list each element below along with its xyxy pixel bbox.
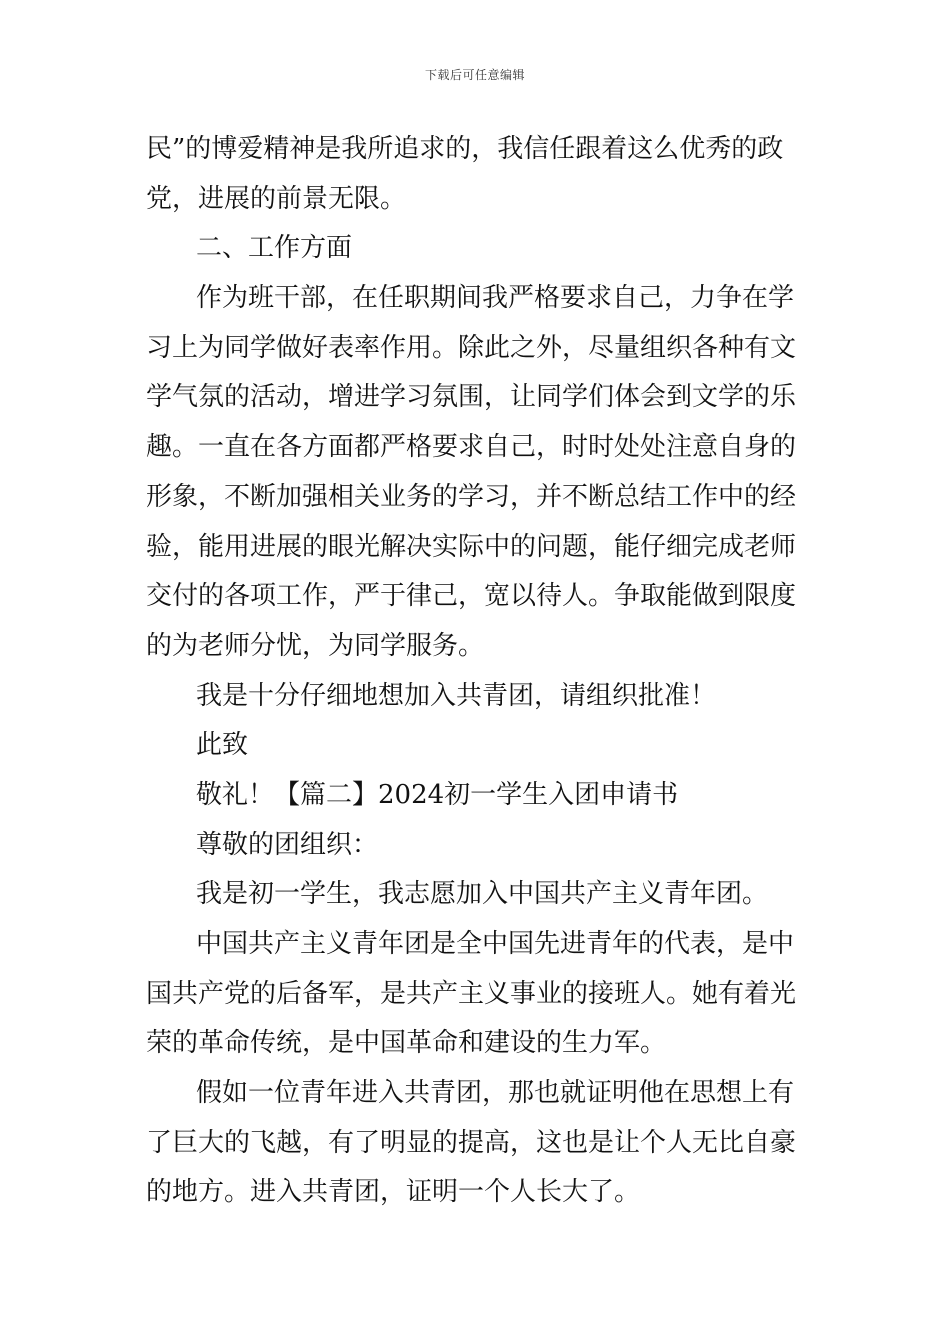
text-line: 中国共产主义青年团是全中国先进青年的代表，是中 xyxy=(196,929,795,959)
salutation-heading-line: 敬礼！【篇二】2024初一学生入团申请书 xyxy=(196,779,679,810)
page-header: 下载后可任意编辑 xyxy=(424,68,525,82)
text-line: 的为老师分忧，为同学服务。 xyxy=(146,630,485,661)
text-line: 荣的革命传统，是中国革命和建设的生力军。 xyxy=(146,1028,667,1059)
text-line: 民”的博爱精神是我所追求的，我信任跟着这么优秀的政 xyxy=(146,134,784,164)
text-line: 趣。一直在各方面都严格要求自己，时时处处注意自身的 xyxy=(146,432,797,463)
text-line: 我是十分仔细地想加入共青团，请组织批准！ xyxy=(196,680,717,711)
text-line: 习上为同学做好表率作用。除此之外，尽量组织各种有文 xyxy=(146,332,797,363)
text-line: 形象，不断加强相关业务的学习，并不断总结工作中的经 xyxy=(146,481,797,512)
document-body xyxy=(146,125,810,1218)
text-line: 验，能用进展的眼光解决实际中的问题，能仔细完成老师 xyxy=(146,531,797,562)
section-heading: 二、工作方面 xyxy=(196,233,353,264)
text-line: 了巨大的飞越，有了明显的提高，这也是让个人无比自豪 xyxy=(146,1127,797,1158)
text-line: 交付的各项工作，严于律己，宽以待人。争取能做到限度 xyxy=(146,581,797,612)
text-line: 假如一位青年进入共青团，那也就证明他在思想上有 xyxy=(196,1078,795,1109)
greeting-line: 尊敬的团组织： xyxy=(196,829,379,860)
text-line: 党，进展的前景无限。 xyxy=(146,183,407,214)
text-line: 国共产党的后备军，是共产主义事业的接班人。她有着光 xyxy=(146,978,797,1009)
text-line: 作为班干部，在任职期间我严格要求自己，力争在学 xyxy=(196,283,795,314)
text-line: 学气氛的活动，增进学习氛围，让同学们体会到文学的乐 xyxy=(146,382,797,413)
closing-line: 此致 xyxy=(196,730,249,761)
text-line: 的地方。进入共青团，证明一个人长大了。 xyxy=(146,1177,641,1208)
text-line: 我是初一学生，我志愿加入中国共产主义青年团。 xyxy=(196,879,769,910)
